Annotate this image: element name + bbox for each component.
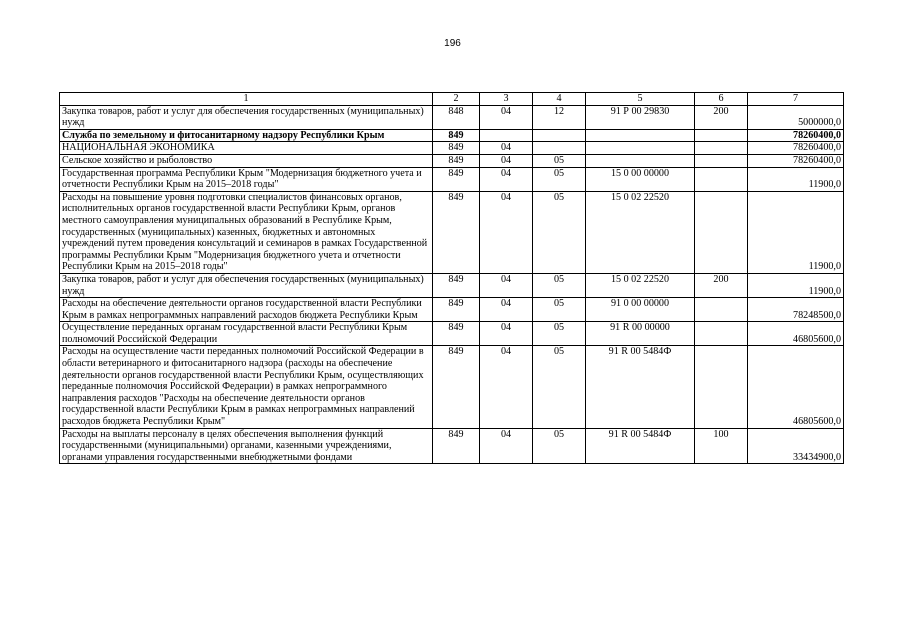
row-amount: 46805600,0 bbox=[748, 346, 844, 428]
row-target-article-code: 15 0 00 00000 bbox=[586, 167, 695, 191]
header-cell-4: 4 bbox=[533, 93, 586, 106]
row-ministry-code: 849 bbox=[433, 273, 480, 297]
row-subsection-code: 05 bbox=[533, 298, 586, 322]
row-expense-type-code bbox=[695, 142, 748, 155]
row-section-code: 04 bbox=[480, 154, 533, 167]
row-expense-type-code bbox=[695, 346, 748, 428]
table-row bbox=[60, 142, 844, 155]
budget-table bbox=[59, 92, 844, 464]
table-row bbox=[60, 273, 844, 297]
header-cell-2: 2 bbox=[433, 93, 480, 106]
row-subsection-code: 05 bbox=[533, 322, 586, 346]
row-expense-type-code: 100 bbox=[695, 428, 748, 464]
table-row bbox=[60, 167, 844, 191]
row-target-article-code: 91 R 00 00000 bbox=[586, 322, 695, 346]
row-description: Государственная программа Республики Крым "Модернизация бюджетного учета и отчетности Республики Крым на 2015–2018 годы" bbox=[60, 167, 433, 191]
row-subsection-code: 05 bbox=[533, 191, 586, 273]
row-ministry-code: 849 bbox=[433, 346, 480, 428]
row-section-code: 04 bbox=[480, 322, 533, 346]
row-description: Осуществление переданных органам государственной власти Республики Крым полномочий Российской Федерации bbox=[60, 322, 433, 346]
row-amount: 11900,0 bbox=[748, 191, 844, 273]
header-row bbox=[60, 93, 844, 106]
row-section-code: 04 bbox=[480, 142, 533, 155]
row-subsection-code: 05 bbox=[533, 273, 586, 297]
row-description: Сельское хозяйство и рыболовство bbox=[60, 154, 433, 167]
row-subsection-code: 05 bbox=[533, 154, 586, 167]
table-row bbox=[60, 154, 844, 167]
row-ministry-code: 849 bbox=[433, 142, 480, 155]
row-description: Расходы на осуществление части переданных полномочий Российской Федерации в области ветеринарного и фитосанитарного надзора (расходы на обеспечение деятельности органов государственной власти Республики Крым, осуществляющих переданные полномочия Российской Федерации) в рамках непрограммного направления расходов "Расходы на обеспечение деятельности органов государственной власти Республики Крым в рамках непрограммных направлений расходов бюджета Республики Крым" bbox=[60, 346, 433, 428]
row-subsection-code bbox=[533, 129, 586, 142]
row-target-article-code: 91 0 00 00000 bbox=[586, 298, 695, 322]
table-row bbox=[60, 428, 844, 464]
row-expense-type-code bbox=[695, 322, 748, 346]
row-section-code bbox=[480, 129, 533, 142]
row-ministry-code: 849 bbox=[433, 191, 480, 273]
row-target-article-code bbox=[586, 129, 695, 142]
row-ministry-code: 849 bbox=[433, 428, 480, 464]
row-section-code: 04 bbox=[480, 346, 533, 428]
row-amount: 78248500,0 bbox=[748, 298, 844, 322]
row-amount: 5000000,0 bbox=[748, 105, 844, 129]
row-section-code: 04 bbox=[480, 273, 533, 297]
row-target-article-code: 91 R 00 5484Ф bbox=[586, 346, 695, 428]
row-expense-type-code bbox=[695, 154, 748, 167]
row-expense-type-code: 200 bbox=[695, 273, 748, 297]
row-subsection-code: 12 bbox=[533, 105, 586, 129]
row-expense-type-code bbox=[695, 191, 748, 273]
row-subsection-code bbox=[533, 142, 586, 155]
row-ministry-code: 849 bbox=[433, 129, 480, 142]
page-number: 196 bbox=[444, 38, 461, 49]
row-amount: 78260400,0 bbox=[748, 129, 844, 142]
row-section-code: 04 bbox=[480, 298, 533, 322]
row-section-code: 04 bbox=[480, 167, 533, 191]
row-amount: 78260400,0 bbox=[748, 154, 844, 167]
row-description: Расходы на выплаты персоналу в целях обеспечения выполнения функций государственными (муниципальными) органами, казенными учреждениями, органами управления государственными внебюджетными фондами bbox=[60, 428, 433, 464]
row-amount: 33434900,0 bbox=[748, 428, 844, 464]
row-section-code: 04 bbox=[480, 105, 533, 129]
header-cell-7: 7 bbox=[748, 93, 844, 106]
row-ministry-code: 849 bbox=[433, 167, 480, 191]
header-cell-6: 6 bbox=[695, 93, 748, 106]
row-subsection-code: 05 bbox=[533, 167, 586, 191]
row-expense-type-code bbox=[695, 298, 748, 322]
row-target-article-code: 91 R 00 5484Ф bbox=[586, 428, 695, 464]
header-cell-3: 3 bbox=[480, 93, 533, 106]
row-expense-type-code bbox=[695, 167, 748, 191]
row-expense-type-code: 200 bbox=[695, 105, 748, 129]
row-amount: 78260400,0 bbox=[748, 142, 844, 155]
header-cell-5: 5 bbox=[586, 93, 695, 106]
row-target-article-code bbox=[586, 154, 695, 167]
row-section-code: 04 bbox=[480, 428, 533, 464]
row-target-article-code: 15 0 02 22520 bbox=[586, 191, 695, 273]
table-row bbox=[60, 346, 844, 428]
table-row bbox=[60, 322, 844, 346]
row-amount: 11900,0 bbox=[748, 273, 844, 297]
row-target-article-code: 91 Р 00 29830 bbox=[586, 105, 695, 129]
row-ministry-code: 848 bbox=[433, 105, 480, 129]
table-row bbox=[60, 129, 844, 142]
row-amount: 46805600,0 bbox=[748, 322, 844, 346]
row-amount: 11900,0 bbox=[748, 167, 844, 191]
row-description: Расходы на обеспечение деятельности органов государственной власти Республики Крым в рамках непрограммных направлений расходов бюджета Республики Крым bbox=[60, 298, 433, 322]
header-cell-1: 1 bbox=[60, 93, 433, 106]
table-row bbox=[60, 105, 844, 129]
row-description: Служба по земельному и фитосанитарному надзору Республики Крым bbox=[60, 129, 433, 142]
table-row bbox=[60, 298, 844, 322]
row-description: НАЦИОНАЛЬНАЯ ЭКОНОМИКА bbox=[60, 142, 433, 155]
table-row bbox=[60, 191, 844, 273]
row-target-article-code bbox=[586, 142, 695, 155]
row-ministry-code: 849 bbox=[433, 322, 480, 346]
row-subsection-code: 05 bbox=[533, 346, 586, 428]
row-section-code: 04 bbox=[480, 191, 533, 273]
row-target-article-code: 15 0 02 22520 bbox=[586, 273, 695, 297]
row-ministry-code: 849 bbox=[433, 154, 480, 167]
row-description: Закупка товаров, работ и услуг для обеспечения государственных (муниципальных) нужд bbox=[60, 273, 433, 297]
row-subsection-code: 05 bbox=[533, 428, 586, 464]
row-description: Закупка товаров, работ и услуг для обеспечения государственных (муниципальных) нужд bbox=[60, 105, 433, 129]
row-description: Расходы на повышение уровня подготовки специалистов финансовых органов, исполнительных органов государственной власти Республики Крым, органов местного самоуправления муниципальных образований в Республике Крым, государственных (муниципальных) казенных, бюджетных и автономных учреждений путем проведения консультаций и семинаров в рамках Государственной программы Республики Крым "Модернизация бюджетного учета и отчетности Республики Крым на 2015–2018 годы" bbox=[60, 191, 433, 273]
row-ministry-code: 849 bbox=[433, 298, 480, 322]
row-expense-type-code bbox=[695, 129, 748, 142]
